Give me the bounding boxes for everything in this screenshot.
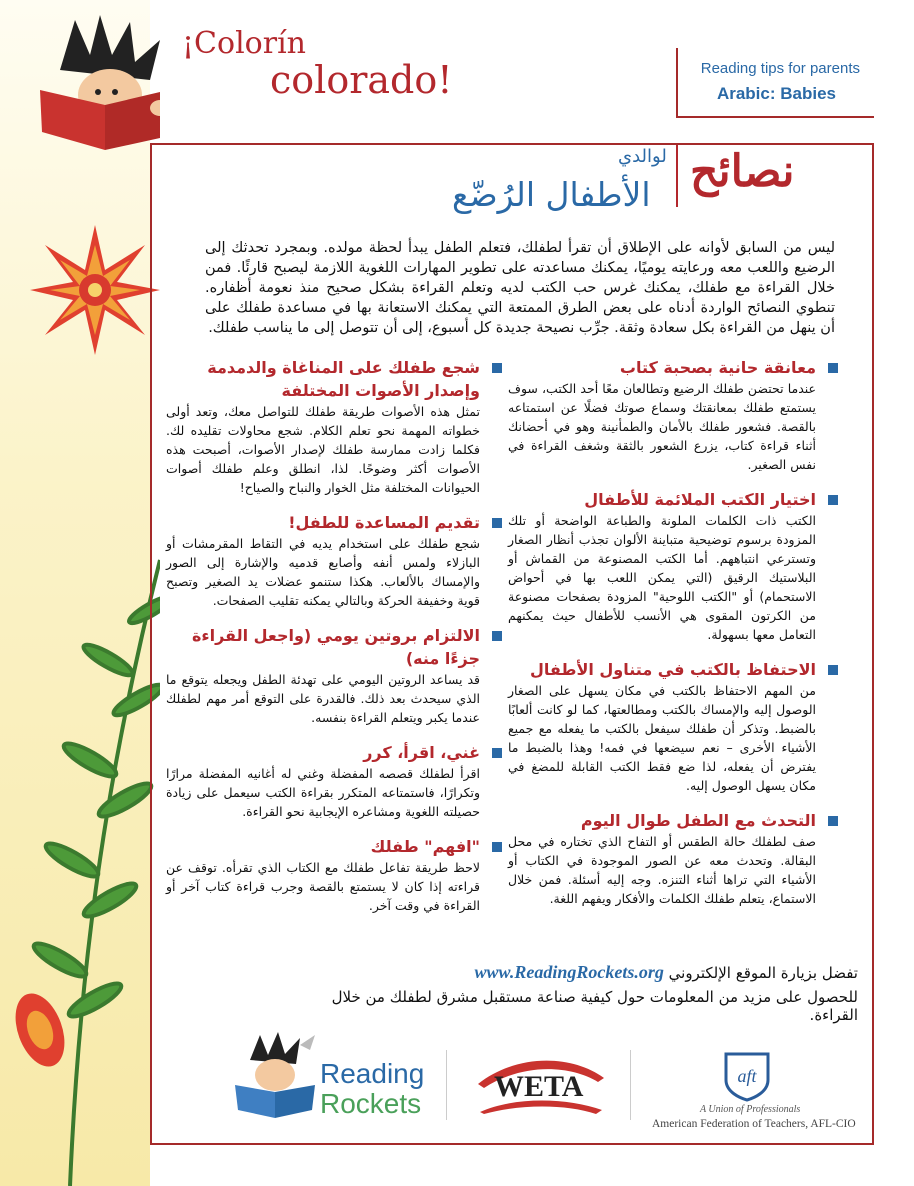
aft-shield-icon [722,1050,772,1102]
tip-body: عندما تحتضن طفلك الرضيع وتطالعان معًا أحد الكتب، سوف يستمتع طفلك بمعانقتك وسماع صوتك فضلًا عن استمتاعه بالقصة. فشعور طفلك بالأمان والطمأنينة وهو في أحضانك أثناء قراءة كتاب، يزرع الشعور بالثقة وشغف القراءة في نفس الصغير. [508,381,816,472]
bullet-square-icon [492,518,502,528]
tip-body: لاحظ طريقة تفاعل طفلك مع الكتاب الذي تقرأه. توقف عن قراءته إذا كان لا يستمتع بالقصة وجرب قراءة كتاب آخر أو القراءة في وقت آخر. [166,860,480,913]
tip-body: شجع طفلك على استخدام يديه في التقاط المقرمشات أو البازلاء ولمس أنفه وأصابع قدميه والإشارة إلى الصور والإمساك بالألعاب. هكذا ستنمو عضلات يد الصغير وتصبح قوية وخفيفة الحركة وبالتالي يمكنه تقليب الصفحات. [166,536,480,608]
small-flower-icon [6,987,73,1073]
boy-reading-icon [40,15,160,150]
tip-heading-text: "افهم" طفلك [370,837,480,856]
website-link[interactable]: www.ReadingRockets.org [474,962,664,982]
tip-section [508,809,838,908]
logo-separator [630,1050,631,1120]
bullet-square-icon [492,363,502,373]
tip-body: صف لطفلك حالة الطقس أو التفاح الذي تختاره في محل البقالة. وتحدث معه عن الصور الموجودة في الكتاب أو الأشياء التي تراها أثناء التنزه. وجه إليه أسئلة. فمن خلال الاستماع، يتعلم طفلك الكلمات والأفكار ويفهم اللغة. [508,834,816,906]
bullet-square-icon [492,842,502,852]
tip-body: تمثل هذه الأصوات طريقة طفلك للتواصل معك، وتعد أولى خطواته المهمة نحو تعلم الكلام. شجع محاولات تقليده لك. فكلما زادت ممارسة طفلك لإصدار الأصوات، أصبحت هذه الأصوات أكثر وضوحًا. لذا، انطلق وعلم طفلك أصوات الحيوانات المختلفة مثل الخوار والنباح والصياح! [166,404,480,495]
bullet-square-icon [828,816,838,826]
reading-rockets-word-1: Reading [320,1058,425,1089]
tips-label: Reading tips for parents [700,60,860,77]
page-title: نصائح [690,146,795,197]
tip-section [508,488,838,644]
logo-separator [446,1050,447,1120]
tip-heading [508,809,838,832]
cta-line-2: للحصول على مزيد من المعلومات حول كيفية صناعة مستقبل مشرق لطفلك من خلال القراءة. [331,988,858,1024]
tips-column-left [166,356,502,929]
tip-section [166,835,502,915]
title-subtitle-1: لوالدي [618,146,667,167]
cta-line-1 [318,962,858,983]
tip-heading [166,835,502,858]
bullet-square-icon [492,748,502,758]
logo-line1: ¡Colorín [182,26,306,61]
flower-icon [30,225,160,355]
aft-tagline: A Union of Professionals [700,1104,801,1115]
reading-rockets-word-2: Rockets [320,1088,422,1119]
intro-paragraph: ليس من السابق لأوانه على الإطلاق أن تقرأ لطفلك، فتعلم الطفل يبدأ لحظة مولده. وبمجرد تحدثك إلى الرضيع واللعب معه ورعايته يوميًا، يمكنك مساعدته على تطوير المهارات اللغوية اللازمة ليصبح قارئًا. فمن خلال القراءة مع طفلك، يمكنك غرس حب الكتب لديه وتعلم القراءة بشكل صحيح منذ نعومة أظفاره. تنطوي النصائح الواردة أدناه على بعض الطرق الممتعة التي يمكنك الاستعانة بها في مساعدة طفلك على أن ينهل من القراءة بكل سعادة وثقة. جرِّب نصيحة جديدة كل أسبوع، إلى أن تتوصل إلى ما يناسب طفلك. [205,240,835,336]
tip-body: من المهم الاحتفاظ بالكتب في مكان يسهل على الصغار الوصول إليه والإمساك بالكتب ومطالعتها، كما لو كانت ألعابًا بالضبط. وتذكر أن طفلك سيفعل بالكتب ما يفعله مع جميع الأشياء الأخرى – نعم سيضعها في فمه! وهذا بالضبط ما يفترض أن يفعله، لذا ضع فقط الكتب القابلة للمضغ في مكان يسهل الوصول إليه. [508,683,816,793]
tip-section [508,356,838,474]
tip-heading-text: التحدث مع الطفل طوال اليوم [580,811,816,830]
tip-heading-text: اختيار الكتب الملائمة للأطفال [584,490,816,509]
tip-heading [166,511,502,534]
tips-column-right [508,356,838,922]
weta-logo-text: WETA [494,1070,584,1103]
tip-heading-text: شجع طفلك على المناغاة والدمدمة وإصدار الأصوات المختلفة [207,358,480,400]
aft-mark: aft [737,1066,757,1086]
bullet-square-icon [492,631,502,641]
tip-section [166,624,502,727]
tip-body: اقرأ لطفلك قصصه المفضلة وغني له أغانيه المفضلة مرارًا وتكرارًا، فاستمتاعه المتكرر بقراءة الكتب سيعمل على زيادة حصيلته اللغوية ومشاعره الإيجابية نحو القراءة. [166,766,480,819]
tip-heading [508,658,838,681]
tip-heading-text: الاحتفاظ بالكتب في متناول الأطفال [529,660,816,679]
aft-name: American Federation of Teachers, AFL-CIO [652,1118,856,1130]
tip-section [166,741,502,821]
tip-heading [166,624,502,670]
tips-language: Arabic: Babies [716,84,836,103]
logo-line2: colorado! [270,58,453,102]
reading-rockets-mascot-icon [230,1030,320,1120]
tips-box [676,48,874,118]
fern-icon [30,560,160,1186]
title-divider [676,145,678,207]
decorative-illustration [0,0,160,1186]
frame-right-border [872,143,874,1143]
tip-heading [166,356,502,402]
bullet-square-icon [828,495,838,505]
bullet-square-icon [828,363,838,373]
tip-heading-text: تقديم المساعدة للطفل! [288,513,480,532]
tip-body: قد يساعد الروتين اليومي على تهدئة الطفل ويجعله يتوقع ما الذي سيحدث بعد ذلك. فالقدرة على التوقع أمر مهم لطفلك عندما يكبر ويتعلم القراءة بنفسه. [166,672,480,725]
frame-top-border [150,143,872,145]
bullet-square-icon [828,665,838,675]
tip-section [508,658,838,795]
tip-heading [508,356,838,379]
frame-bottom-border [150,1143,874,1145]
tip-heading-text: معانقة حانية بصحبة كتاب [619,358,816,377]
tip-heading-text: غني، اقرأ، كرر [363,743,480,762]
tip-section [166,356,502,497]
tip-heading [508,488,838,511]
tip-body: الكتب ذات الكلمات الملونة والطباعة الواضحة أو تلك المزودة برسوم توضيحية متباينة الألوان تجذب أنظار الصغار وتسترعي انتباههم. أما الكتب المصنوعة من القماش أو البلاستيك الرقيق (التي يمكن اللعب بها في أحواض الاستحمام) أو "الكتب اللوحية" المزودة بصفحات مصنوعة من الكرتون المقوى هي الأنسب للأطفال حيث يمكنهم التعامل معها بسهولة. [508,513,816,642]
tip-heading [166,741,502,764]
tip-heading-text: الالتزام بروتين يومي (واجعل القراءة جزءًا منه) [191,626,480,668]
title-subtitle-2: الأطفال الرُضّع [452,175,651,214]
frame-left-border [150,143,152,1143]
cta-prefix: تفضل بزيارة الموقع الإلكتروني [668,964,858,982]
tip-section [166,511,502,610]
